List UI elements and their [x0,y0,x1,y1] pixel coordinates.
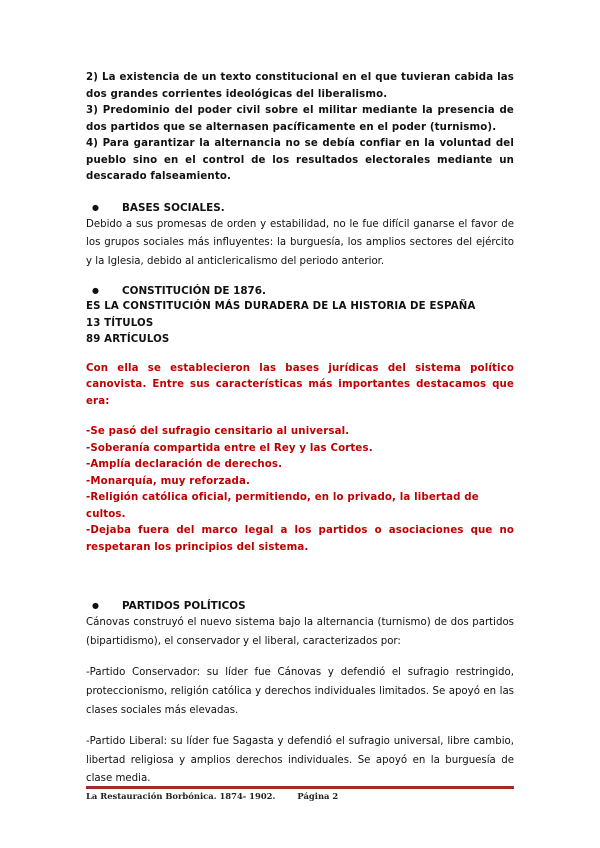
heading-text: PARTIDOS POLÍTICOS [122,600,246,613]
section-heading-partidos [86,598,514,614]
constitucion-red-intro: Con ella se establecieron las bases jurídicas del sistema político canovista. Entre sus características más importantes destacamos que era: [86,362,514,407]
characteristic-item: -Se pasó del sufragio censitario al universal. [86,426,350,438]
footer-page-number: Página 2 [297,791,339,801]
partido-conservador-text: -Partido Conservador: su líder fue Cánovas y defendió el sufragio restringido, proteccionismo, religión católica y derechos individuales limitados. Se apoyó en las clases sociales más elevadas. [86,667,514,716]
heading-text: CONSTITUCIÓN DE 1876. [122,285,266,298]
bullet-icon: ● [92,601,99,611]
bases-sociales-text: Debido a sus promesas de orden y estabilidad, no le fue difícil ganarse el favor de los grupos sociales más influyentes: la burguesía, los amplios sectores del ejército y la Iglesia, debido al anticlericalismo del periodo anterior. [86,218,514,267]
section-heading-bases-sociales [86,200,514,216]
bullet-icon: ● [92,286,99,296]
intro-point-4: 4) Para garantizar la alternancia no se debía confiar en la voluntad del pueblo sino en el control de los resultados electorales mediante un descarado falseamiento. [86,138,514,182]
partidos-intro: Cánovas construyó el nuevo sistema bajo la alternancia (turnismo) de dos partidos (bipartidismo), el conservador y el liberal, caracterizados por: [86,617,514,647]
heading-text: BASES SOCIALES. [122,201,225,214]
document-body [86,70,514,789]
constitucion-line-1: ES LA CONSTITUCIÓN MÁS DURADERA DE LA HISTORIA DE ESPAÑA [86,301,476,313]
intro-point-3: 3) Predominio del poder civil sobre el militar mediante la presencia de dos partidos que se alternasen pacíficamente en el poder (turnismo). [86,105,514,133]
section-heading-constitucion [86,283,514,299]
intro-point-2: 2) La existencia de un texto constitucional en el que tuvieran cabida las dos grandes corrientes ideológicas del liberalismo. [86,72,514,100]
partido-liberal-text: -Partido Liberal: su líder fue Sagasta y defendió el sufragio universal, libre cambio, libertad religiosa y amplios derechos individuales. Se apoyó en la burguesía de clase media. [86,736,514,785]
characteristic-item: -Dejaba fuera del marco legal a los partidos o asociaciones que no respetaran los principios del sistema. [86,525,514,553]
characteristic-item: -Soberanía compartida entre el Rey y las Cortes. [86,442,373,454]
footer-divider [86,786,514,789]
constitucion-line-2: 13 TÍTULOS [86,317,154,329]
footer-title: La Restauración Borbónica. 1874- 1902. [86,791,276,801]
characteristic-item: -Religión católica oficial, permitiendo, en lo privado, la libertad de cultos. [86,492,479,520]
constitucion-line-3: 89 ARTÍCULOS [86,334,170,346]
characteristic-item: -Amplía declaración de derechos. [86,459,283,471]
bullet-icon: ● [92,202,99,212]
characteristic-item: -Monarquía, muy reforzada. [86,475,251,487]
page-footer [86,791,338,801]
